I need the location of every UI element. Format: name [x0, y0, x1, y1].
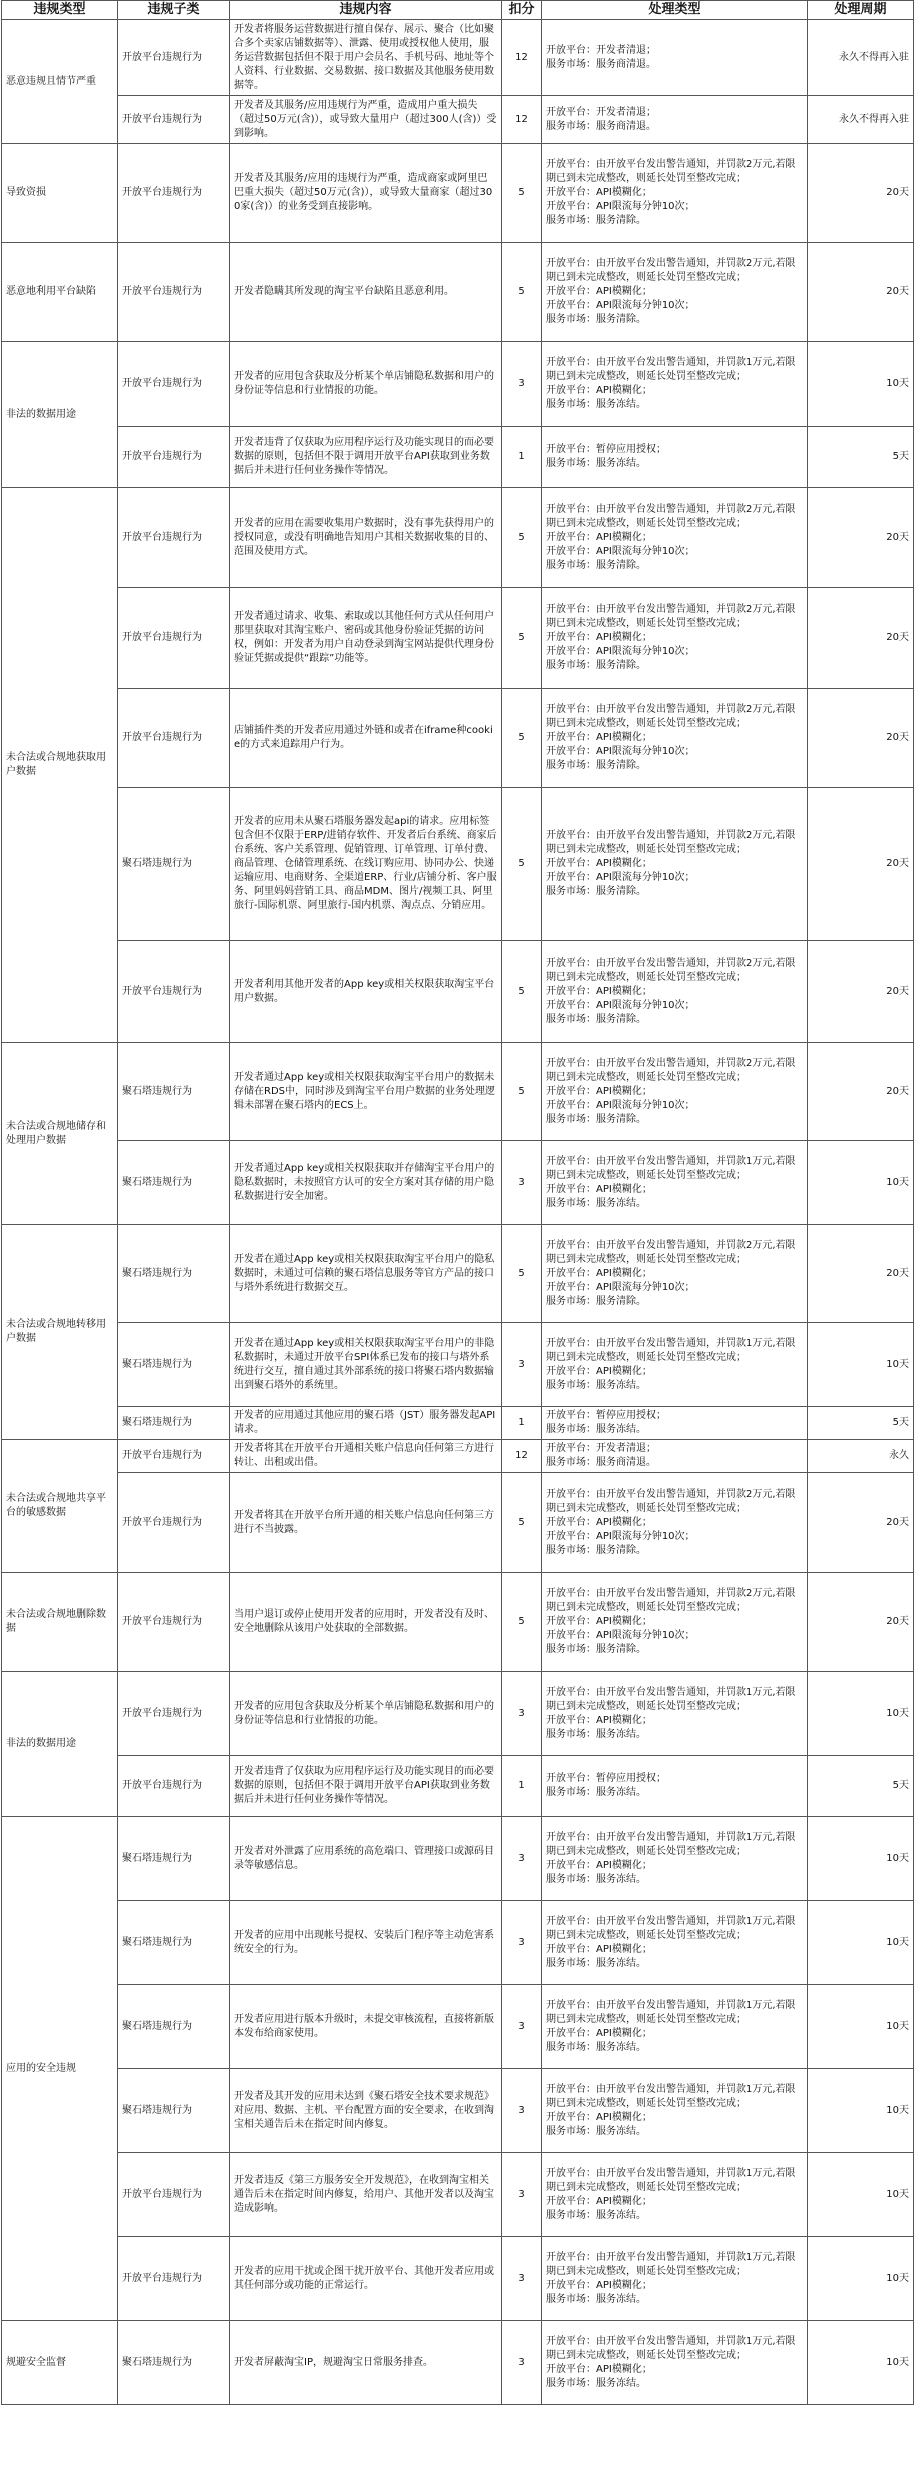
deduction-score-cell: 5 — [502, 243, 542, 342]
handling-type-cell: 开放平台：由开放平台发出警告通知，并罚款2万元,若限期已到未完成整改，则延长处罚至整改完成； 开放平台：API模糊化； 开放平台：API限流每分钟10次； 服务市场：服务清除。 — [542, 689, 808, 788]
table-row — [2, 96, 914, 144]
handling-period-cell: 20天 — [808, 144, 914, 243]
violation-content-cell: 开发者应用进行版本升级时，未提交审核流程，直接将新版本发布给商家使用。 — [230, 1985, 502, 2069]
violation-subtype-cell: 开放平台违规行为 — [118, 342, 230, 427]
violation-subtype-cell: 聚石塔违规行为 — [118, 1323, 230, 1407]
violation-content-cell: 开发者在通过App key或相关权限获取淘宝平台用户的非隐私数据时，未通过开放平台SPI体系已发布的接口与塔外系统进行交互，擅自通过其外部系统的接口将聚石塔内数据输出到聚石塔外的系统里。 — [230, 1323, 502, 1407]
deduction-score-cell: 3 — [502, 1985, 542, 2069]
handling-period-cell: 20天 — [808, 488, 914, 588]
handling-type-cell: 开放平台：由开放平台发出警告通知，并罚款2万元,若限期已到未完成整改，则延长处罚至整改完成； 开放平台：API模糊化； 开放平台：API限流每分钟10次； 服务市场：服务清除。 — [542, 1573, 808, 1672]
violation-type-cell: 非法的数据用途 — [2, 1672, 118, 1817]
header-deduction: 扣分 — [502, 1, 542, 20]
violation-content-cell: 开发者将其在开放平台开通相关账户信息向任何第三方进行转让、出租或出借。 — [230, 1440, 502, 1473]
violation-content-cell: 开发者利用其他开发者的App key或相关权限获取淘宝平台用户数据。 — [230, 941, 502, 1043]
violation-content-cell: 开发者隐瞒其所发现的淘宝平台缺陷且恶意利用。 — [230, 243, 502, 342]
violation-subtype-cell: 聚石塔违规行为 — [118, 2321, 230, 2405]
table-row — [2, 1407, 914, 1440]
deduction-score-cell: 5 — [502, 788, 542, 941]
deduction-score-cell: 5 — [502, 144, 542, 243]
handling-type-cell: 开放平台：开发者清退； 服务市场：服务商清退。 — [542, 1440, 808, 1473]
violation-type-cell: 规避安全监督 — [2, 2321, 118, 2405]
violation-content-cell: 开发者的应用中出现帐号提权、安装后门程序等主动危害系统安全的行为。 — [230, 1901, 502, 1985]
table-row — [2, 1323, 914, 1407]
handling-period-cell: 5天 — [808, 427, 914, 488]
table-row — [2, 1473, 914, 1573]
violation-subtype-cell: 聚石塔违规行为 — [118, 1043, 230, 1141]
violation-subtype-cell: 聚石塔违规行为 — [118, 788, 230, 941]
handling-type-cell: 开放平台：由开放平台发出警告通知，并罚款2万元,若限期已到未完成整改，则延长处罚至整改完成； 开放平台：API模糊化； 开放平台：API限流每分钟10次； 服务市场：服务清除。 — [542, 144, 808, 243]
violation-rules-table — [1, 0, 914, 2405]
violation-content-cell: 开发者的应用干扰或企图干扰开放平台、其他开发者应用或其任何部分或功能的正常运行。 — [230, 2237, 502, 2321]
deduction-score-cell: 5 — [502, 689, 542, 788]
violation-content-cell: 开发者通过请求、收集、索取或以其他任何方式从任何用户那里获取对其淘宝账户、密码或其他身份验证凭据的访问权，例如：开发者为用户自动登录到淘宝网站提供代理身份验证凭据或提供“跟踪”功能等。 — [230, 588, 502, 689]
violation-subtype-cell: 聚石塔违规行为 — [118, 1407, 230, 1440]
table-row — [2, 488, 914, 588]
handling-period-cell: 20天 — [808, 588, 914, 689]
violation-content-cell: 开发者通过App key或相关权限获取淘宝平台用户的数据未存储在RDS中，同时涉及到淘宝平台用户数据的业务处理逻辑未部署在聚石塔内的ECS上。 — [230, 1043, 502, 1141]
violation-type-cell: 恶意地利用平台缺陷 — [2, 243, 118, 342]
deduction-score-cell: 3 — [502, 2237, 542, 2321]
violation-content-cell: 开发者将服务运营数据进行擅自保存、展示、聚合（比如聚合多个卖家店铺数据等）、泄露、使用或授权他人使用，服务运营数据包括但不限于用户会员名、手机号码、地址等个人资料、行业数据、交易数据、接口数据及其他服务使用数据等。 — [230, 20, 502, 96]
violation-subtype-cell: 开放平台违规行为 — [118, 243, 230, 342]
table-row — [2, 1756, 914, 1817]
handling-type-cell: 开放平台：由开放平台发出警告通知，并罚款1万元,若限期已到未完成整改，则延长处罚至整改完成； 开放平台：API模糊化； 服务市场：服务冻结。 — [542, 1985, 808, 2069]
table-header-row — [2, 1, 914, 20]
violation-content-cell: 店铺插件类的开发者应用通过外链和或者在iframe种cookie的方式来追踪用户行为。 — [230, 689, 502, 788]
violation-type-cell: 非法的数据用途 — [2, 342, 118, 488]
table-row — [2, 20, 914, 96]
handling-type-cell: 开放平台：由开放平台发出警告通知，并罚款2万元,若限期已到未完成整改，则延长处罚至整改完成； 开放平台：API模糊化； 开放平台：API限流每分钟10次； 服务市场：服务清除。 — [542, 1043, 808, 1141]
handling-period-cell: 10天 — [808, 1141, 914, 1225]
deduction-score-cell: 5 — [502, 1225, 542, 1323]
deduction-score-cell: 5 — [502, 488, 542, 588]
violation-subtype-cell: 开放平台违规行为 — [118, 427, 230, 488]
table-row — [2, 342, 914, 427]
violation-content-cell: 开发者及其服务/应用的违规行为严重，造成商家或阿里巴巴重大损失（超过50万元(含)），或导致大量商家（超过300家(含)）的业务受到直接影响。 — [230, 144, 502, 243]
violation-content-cell: 开发者违反《第三方服务安全开发规范》，在收到淘宝相关通告后未在指定时间内修复，给用户、其他开发者以及淘宝造成影响。 — [230, 2153, 502, 2237]
violation-content-cell: 开发者将其在开放平台所开通的相关账户信息向任何第三方进行不当披露。 — [230, 1473, 502, 1573]
deduction-score-cell: 5 — [502, 1043, 542, 1141]
header-violation-type: 违规类型 — [2, 1, 118, 20]
table-row — [2, 1440, 914, 1473]
deduction-score-cell: 3 — [502, 2153, 542, 2237]
violation-subtype-cell: 开放平台违规行为 — [118, 2237, 230, 2321]
handling-type-cell: 开放平台：由开放平台发出警告通知，并罚款2万元,若限期已到未完成整改，则延长处罚至整改完成； 开放平台：API模糊化； 开放平台：API限流每分钟10次； 服务市场：服务清除。 — [542, 788, 808, 941]
violation-content-cell: 开发者的应用包含获取及分析某个单店铺隐私数据和用户的身份证等信息和行业情报的功能。 — [230, 1672, 502, 1756]
deduction-score-cell: 12 — [502, 96, 542, 144]
handling-type-cell: 开放平台：由开放平台发出警告通知，并罚款2万元,若限期已到未完成整改，则延长处罚至整改完成； 开放平台：API模糊化； 开放平台：API限流每分钟10次； 服务市场：服务清除。 — [542, 488, 808, 588]
table-row — [2, 2069, 914, 2153]
table-row — [2, 2321, 914, 2405]
violation-type-cell: 导致资损 — [2, 144, 118, 243]
violation-subtype-cell: 聚石塔违规行为 — [118, 2069, 230, 2153]
deduction-score-cell: 3 — [502, 342, 542, 427]
handling-period-cell: 10天 — [808, 2321, 914, 2405]
violation-subtype-cell: 开放平台违规行为 — [118, 941, 230, 1043]
table-row — [2, 1985, 914, 2069]
handling-type-cell: 开放平台：由开放平台发出警告通知，并罚款2万元,若限期已到未完成整改，则延长处罚至整改完成； 开放平台：API模糊化； 开放平台：API限流每分钟10次； 服务市场：服务清除。 — [542, 941, 808, 1043]
deduction-score-cell: 5 — [502, 941, 542, 1043]
handling-type-cell: 开放平台：由开放平台发出警告通知，并罚款1万元,若限期已到未完成整改，则延长处罚至整改完成； 开放平台：API模糊化； 服务市场：服务冻结。 — [542, 1817, 808, 1901]
handling-type-cell: 开放平台：开发者清退； 服务市场：服务商清退。 — [542, 20, 808, 96]
violation-subtype-cell: 开放平台违规行为 — [118, 2153, 230, 2237]
table-row — [2, 427, 914, 488]
violation-content-cell: 开发者及其服务/应用违规行为严重，造成用户重大损失（超过50万元(含)），或导致大量用户（超过300人(含)）受到影响。 — [230, 96, 502, 144]
table-row — [2, 689, 914, 788]
handling-type-cell: 开放平台：开发者清退； 服务市场：服务商清退。 — [542, 96, 808, 144]
violation-subtype-cell: 开放平台违规行为 — [118, 20, 230, 96]
handling-type-cell: 开放平台：由开放平台发出警告通知，并罚款1万元,若限期已到未完成整改，则延长处罚至整改完成； 开放平台：API模糊化； 服务市场：服务冻结。 — [542, 2237, 808, 2321]
violation-subtype-cell: 开放平台违规行为 — [118, 96, 230, 144]
table-row — [2, 144, 914, 243]
violation-subtype-cell: 开放平台违规行为 — [118, 588, 230, 689]
table-row — [2, 1225, 914, 1323]
handling-period-cell: 5天 — [808, 1756, 914, 1817]
deduction-score-cell: 3 — [502, 1817, 542, 1901]
table-row — [2, 2153, 914, 2237]
violation-content-cell: 开发者在通过App key或相关权限获取淘宝平台用户的隐私数据时，未通过可信赖的聚石塔信息服务等官方产品的接口与塔外系统进行数据交互。 — [230, 1225, 502, 1323]
violation-subtype-cell: 聚石塔违规行为 — [118, 1817, 230, 1901]
violation-type-cell: 未合法或合规地共享平台的敏感数据 — [2, 1440, 118, 1573]
handling-type-cell: 开放平台：由开放平台发出警告通知，并罚款2万元,若限期已到未完成整改，则延长处罚至整改完成； 开放平台：API模糊化； 开放平台：API限流每分钟10次； 服务市场：服务清除。 — [542, 243, 808, 342]
violation-subtype-cell: 聚石塔违规行为 — [118, 1141, 230, 1225]
deduction-score-cell: 1 — [502, 1407, 542, 1440]
handling-type-cell: 开放平台：由开放平台发出警告通知，并罚款1万元,若限期已到未完成整改，则延长处罚至整改完成； 开放平台：API模糊化； 服务市场：服务冻结。 — [542, 1672, 808, 1756]
deduction-score-cell: 3 — [502, 1141, 542, 1225]
handling-period-cell: 20天 — [808, 941, 914, 1043]
handling-type-cell: 开放平台：暂停应用授权； 服务市场：服务冻结。 — [542, 427, 808, 488]
handling-type-cell: 开放平台：暂停应用授权； 服务市场：服务冻结。 — [542, 1407, 808, 1440]
handling-type-cell: 开放平台：由开放平台发出警告通知，并罚款1万元,若限期已到未完成整改，则延长处罚至整改完成； 开放平台：API模糊化； 服务市场：服务冻结。 — [542, 2069, 808, 2153]
header-violation-subtype: 违规子类 — [118, 1, 230, 20]
handling-type-cell: 开放平台：由开放平台发出警告通知，并罚款2万元,若限期已到未完成整改，则延长处罚至整改完成； 开放平台：API模糊化； 开放平台：API限流每分钟10次； 服务市场：服务清除。 — [542, 1225, 808, 1323]
deduction-score-cell: 5 — [502, 588, 542, 689]
table-row — [2, 1672, 914, 1756]
violation-subtype-cell: 开放平台违规行为 — [118, 144, 230, 243]
header-violation-content: 违规内容 — [230, 1, 502, 20]
violation-type-cell: 未合法或合规地储存和处理用户数据 — [2, 1043, 118, 1225]
handling-type-cell: 开放平台：由开放平台发出警告通知，并罚款2万元,若限期已到未完成整改，则延长处罚至整改完成； 开放平台：API模糊化； 开放平台：API限流每分钟10次； 服务市场：服务清除。 — [542, 588, 808, 689]
violation-subtype-cell: 聚石塔违规行为 — [118, 1225, 230, 1323]
violation-type-cell: 未合法或合规地获取用户数据 — [2, 488, 118, 1043]
deduction-score-cell: 3 — [502, 1672, 542, 1756]
violation-subtype-cell: 开放平台违规行为 — [118, 1440, 230, 1473]
deduction-score-cell: 5 — [502, 1473, 542, 1573]
violation-type-cell: 恶意违规且情节严重 — [2, 20, 118, 144]
handling-period-cell: 10天 — [808, 1817, 914, 1901]
violation-subtype-cell: 开放平台违规行为 — [118, 1756, 230, 1817]
table-row — [2, 2237, 914, 2321]
deduction-score-cell: 5 — [502, 1573, 542, 1672]
violation-type-cell: 未合法或合规地转移用户数据 — [2, 1225, 118, 1440]
handling-period-cell: 永久 — [808, 1440, 914, 1473]
handling-period-cell: 20天 — [808, 1573, 914, 1672]
violation-content-cell: 开发者的应用未从聚石塔服务器发起api的请求。应用标签包含但不仅限于ERP/进销存软件、开发者后台系统、商家后台系统、客户关系管理、促销管理、订单管理、订单付费、商品管理、仓储管理系统、在线订购应用、协同办公、快递运输应用、电商财务、全渠道ERP、行业/店铺分析、客户服务、阿里妈妈营销工具、商品MDM、图片/视频工具、阿里旅行-国际机票、阿里旅行-国内机票、淘点点、分销应用。 — [230, 788, 502, 941]
handling-period-cell: 20天 — [808, 689, 914, 788]
handling-type-cell: 开放平台：由开放平台发出警告通知，并罚款2万元,若限期已到未完成整改，则延长处罚至整改完成； 开放平台：API模糊化； 开放平台：API限流每分钟10次； 服务市场：服务清除。 — [542, 1473, 808, 1573]
violation-content-cell: 开发者屏蔽淘宝IP，规避淘宝日常服务排查。 — [230, 2321, 502, 2405]
handling-type-cell: 开放平台：由开放平台发出警告通知，并罚款1万元,若限期已到未完成整改，则延长处罚至整改完成； 开放平台：API模糊化； 服务市场：服务冻结。 — [542, 1323, 808, 1407]
handling-period-cell: 10天 — [808, 1323, 914, 1407]
deduction-score-cell: 1 — [502, 1756, 542, 1817]
violation-subtype-cell: 开放平台违规行为 — [118, 1573, 230, 1672]
handling-period-cell: 10天 — [808, 1901, 914, 1985]
deduction-score-cell: 3 — [502, 1323, 542, 1407]
violation-subtype-cell: 开放平台违规行为 — [118, 689, 230, 788]
table-row — [2, 1573, 914, 1672]
violation-subtype-cell: 开放平台违规行为 — [118, 1672, 230, 1756]
violation-subtype-cell: 聚石塔违规行为 — [118, 1901, 230, 1985]
table-row — [2, 1043, 914, 1141]
handling-type-cell: 开放平台：由开放平台发出警告通知，并罚款1万元,若限期已到未完成整改，则延长处罚至整改完成； 开放平台：API模糊化； 服务市场：服务冻结。 — [542, 342, 808, 427]
handling-type-cell: 开放平台：由开放平台发出警告通知，并罚款1万元,若限期已到未完成整改，则延长处罚至整改完成； 开放平台：API模糊化； 服务市场：服务冻结。 — [542, 2153, 808, 2237]
violation-content-cell: 开发者通过App key或相关权限获取并存储淘宝平台用户的隐私数据时，未按照官方认可的安全方案对其存储的用户隐私数据进行安全加密。 — [230, 1141, 502, 1225]
handling-period-cell: 5天 — [808, 1407, 914, 1440]
violation-content-cell: 开发者违背了仅获取为应用程序运行及功能实现目的而必要数据的原则，包括但不限于调用开放平台API获取到业务数据后并未进行任何业务操作等情况。 — [230, 1756, 502, 1817]
handling-type-cell: 开放平台：由开放平台发出警告通知，并罚款1万元,若限期已到未完成整改，则延长处罚至整改完成； 开放平台：API模糊化； 服务市场：服务冻结。 — [542, 1141, 808, 1225]
table-row — [2, 788, 914, 941]
violation-content-cell: 开发者的应用在需要收集用户数据时，没有事先获得用户的授权同意，或没有明确地告知用户其相关数据收集的目的、范围及使用方式。 — [230, 488, 502, 588]
deduction-score-cell: 3 — [502, 2321, 542, 2405]
handling-period-cell: 10天 — [808, 2153, 914, 2237]
handling-period-cell: 20天 — [808, 1473, 914, 1573]
violation-content-cell: 开发者违背了仅获取为应用程序运行及功能实现目的而必要数据的原则，包括但不限于调用开放平台API获取到业务数据后并未进行任何业务操作等情况。 — [230, 427, 502, 488]
table-row — [2, 1141, 914, 1225]
violation-content-cell: 开发者的应用通过其他应用的聚石塔（JST）服务器发起API请求。 — [230, 1407, 502, 1440]
handling-period-cell: 20天 — [808, 788, 914, 941]
deduction-score-cell: 3 — [502, 1901, 542, 1985]
table-row — [2, 941, 914, 1043]
handling-type-cell: 开放平台：由开放平台发出警告通知，并罚款1万元,若限期已到未完成整改，则延长处罚至整改完成； 开放平台：API模糊化； 服务市场：服务冻结。 — [542, 1901, 808, 1985]
handling-period-cell: 10天 — [808, 2069, 914, 2153]
table-row — [2, 243, 914, 342]
deduction-score-cell: 12 — [502, 1440, 542, 1473]
handling-type-cell: 开放平台：由开放平台发出警告通知，并罚款1万元,若限期已到未完成整改，则延长处罚至整改完成； 开放平台：API模糊化； 服务市场：服务冻结。 — [542, 2321, 808, 2405]
violation-content-cell: 开发者及其开发的应用未达到《聚石塔安全技术要求规范》对应用、数据、主机、平台配置方面的安全要求，在收到淘宝相关通告后未在指定时间内修复。 — [230, 2069, 502, 2153]
violation-content-cell: 开发者对外泄露了应用系统的高危端口、管理接口或源码目录等敏感信息。 — [230, 1817, 502, 1901]
handling-period-cell: 20天 — [808, 1043, 914, 1141]
header-handling-type: 处理类型 — [542, 1, 808, 20]
violation-subtype-cell: 开放平台违规行为 — [118, 1473, 230, 1573]
handling-period-cell: 20天 — [808, 1225, 914, 1323]
handling-period-cell: 10天 — [808, 342, 914, 427]
violation-content-cell: 开发者的应用包含获取及分析某个单店铺隐私数据和用户的身份证等信息和行业情报的功能。 — [230, 342, 502, 427]
table-body — [2, 20, 914, 2405]
handling-period-cell: 10天 — [808, 1985, 914, 2069]
handling-period-cell: 20天 — [808, 243, 914, 342]
handling-period-cell: 10天 — [808, 2237, 914, 2321]
table-row — [2, 1901, 914, 1985]
violation-content-cell: 当用户退订或停止使用开发者的应用时，开发者没有及时、安全地删除从该用户处获取的全部数据。 — [230, 1573, 502, 1672]
handling-period-cell: 10天 — [808, 1672, 914, 1756]
deduction-score-cell: 1 — [502, 427, 542, 488]
violation-subtype-cell: 开放平台违规行为 — [118, 488, 230, 588]
header-handling-period: 处理周期 — [808, 1, 914, 20]
table-row — [2, 1817, 914, 1901]
violation-type-cell: 未合法或合规地删除数据 — [2, 1573, 118, 1672]
deduction-score-cell: 3 — [502, 2069, 542, 2153]
table-row — [2, 588, 914, 689]
violation-type-cell: 应用的安全违规 — [2, 1817, 118, 2321]
handling-type-cell: 开放平台：暂停应用授权； 服务市场：服务冻结。 — [542, 1756, 808, 1817]
deduction-score-cell: 12 — [502, 20, 542, 96]
handling-period-cell: 永久不得再入驻 — [808, 20, 914, 96]
handling-period-cell: 永久不得再入驻 — [808, 96, 914, 144]
violation-subtype-cell: 聚石塔违规行为 — [118, 1985, 230, 2069]
